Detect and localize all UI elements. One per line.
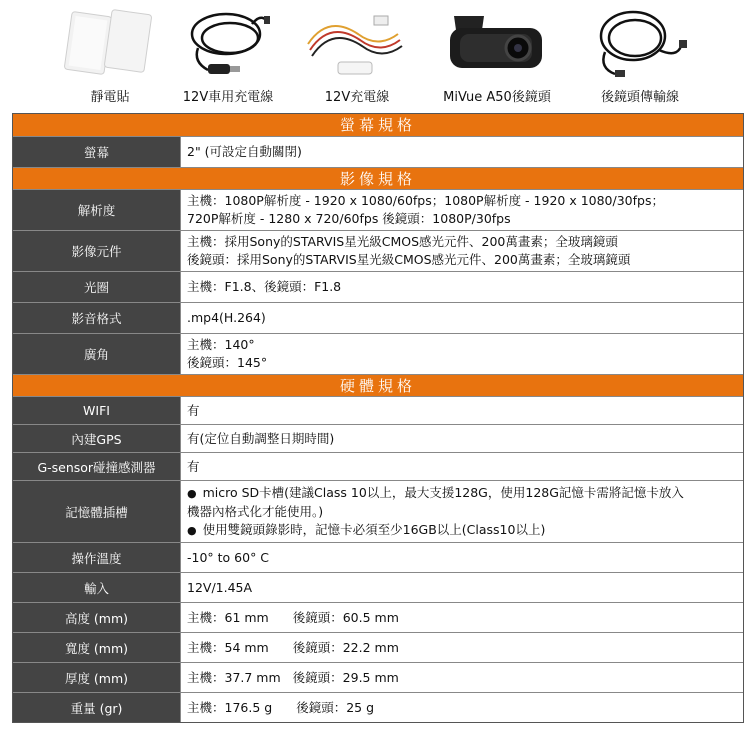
spec-row-input bbox=[13, 572, 743, 602]
accessory-charger-cable bbox=[298, 0, 416, 112]
rear-unit-value: 後鏡頭：60.5 mm bbox=[292, 609, 399, 625]
section-header-screen: 螢幕規格 bbox=[13, 114, 743, 136]
main-unit-value: 主機：176.5 g bbox=[187, 699, 273, 715]
spec-key: 影音格式 bbox=[13, 303, 181, 333]
bullet-item: ● 使用雙鏡頭錄影時，記憶卡必須至少16GB以上(Class10以上) bbox=[187, 521, 737, 540]
spec-value-line: 後鏡頭：採用Sony的STARVIS星光級CMOS感光元件、200萬畫素；全玻璃鏡頭 bbox=[187, 252, 631, 267]
rear-unit-value: 後鏡頭：22.2 mm bbox=[292, 639, 399, 655]
spec-value bbox=[181, 334, 743, 374]
spec-row-angle bbox=[13, 333, 743, 374]
spec-value: 12V/1.45A bbox=[187, 579, 253, 595]
spec-value-line: 主機：140° bbox=[187, 337, 255, 352]
spec-table bbox=[12, 113, 744, 723]
main-unit-value: 主機：37.7 mm bbox=[187, 669, 281, 685]
rear-unit-value: 後鏡頭：25 g bbox=[296, 699, 375, 715]
rear-cable-image bbox=[585, 4, 695, 82]
spec-row-thickness bbox=[13, 662, 743, 692]
spec-key: 光圈 bbox=[13, 272, 181, 302]
spec-row-resolution bbox=[13, 189, 743, 230]
spec-value-line: 後鏡頭：145° bbox=[187, 355, 268, 370]
spec-row-screen bbox=[13, 136, 743, 167]
spec-row-gps bbox=[13, 424, 743, 452]
car-charger-image bbox=[168, 4, 288, 82]
spec-value-line: 主機：採用Sony的STARVIS星光級CMOS感光元件、200萬畫素；全玻璃鏡頭 bbox=[187, 234, 618, 249]
spec-row-gsensor bbox=[13, 452, 743, 480]
spec-value-line: 720P解析度 - 1280 x 720/60fps 後鏡頭：1080P/30fps bbox=[187, 211, 511, 226]
spec-value bbox=[181, 231, 743, 271]
spec-key: 內建GPS bbox=[13, 425, 181, 452]
spec-key: 廣角 bbox=[13, 334, 181, 374]
spec-value bbox=[181, 190, 743, 230]
spec-key: 操作溫度 bbox=[13, 543, 181, 572]
spec-row-wifi bbox=[13, 396, 743, 424]
spec-value: 有(定位自動調整日期時間) bbox=[187, 430, 335, 446]
charger-cable-image bbox=[298, 4, 416, 82]
spec-key: 寬度 (mm) bbox=[13, 633, 181, 662]
spec-row-sensor bbox=[13, 230, 743, 271]
spec-key: 高度 (mm) bbox=[13, 603, 181, 632]
spec-row-width bbox=[13, 632, 743, 662]
static-sticker-image bbox=[50, 4, 170, 82]
accessory-rear-cam bbox=[426, 0, 568, 112]
spec-key: 輸入 bbox=[13, 573, 181, 602]
spec-row-aperture bbox=[13, 271, 743, 302]
spec-row-memory-slot bbox=[13, 480, 743, 542]
spec-key: WIFI bbox=[13, 397, 181, 424]
spec-key: 螢幕 bbox=[13, 137, 181, 167]
spec-key: 影像元件 bbox=[13, 231, 181, 271]
accessory-label: 後鏡頭傳輸線 bbox=[600, 90, 679, 105]
main-unit-value: 主機：54 mm bbox=[187, 639, 269, 655]
spec-value bbox=[181, 603, 743, 632]
spec-value: -10° to 60° C bbox=[187, 549, 270, 565]
accessory-label: 12V車用充電線 bbox=[182, 90, 274, 105]
spec-row-height bbox=[13, 602, 743, 632]
section-header-hardware: 硬體規格 bbox=[13, 374, 743, 396]
spec-key: 記憶體插槽 bbox=[13, 481, 181, 542]
spec-key: 解析度 bbox=[13, 190, 181, 230]
bullet-item: ● micro SD卡槽(建議Class 10以上，最大支援128G，使用128G記憶卡需將記憶卡放入 bbox=[187, 484, 737, 503]
accessory-car-charger bbox=[168, 0, 288, 112]
spec-value-line: 機器內格式化才能使用。) bbox=[187, 503, 324, 519]
rear-unit-value: 後鏡頭：29.5 mm bbox=[292, 669, 399, 685]
spec-row-temperature bbox=[13, 542, 743, 572]
spec-key: 厚度 (mm) bbox=[13, 663, 181, 692]
accessory-static-sticker bbox=[50, 0, 170, 112]
spec-value bbox=[181, 663, 743, 692]
spec-key: G-sensor碰撞感測器 bbox=[13, 453, 181, 480]
spec-value: 有 bbox=[187, 458, 200, 474]
spec-key: 重量 (gr) bbox=[13, 693, 181, 722]
spec-value bbox=[181, 633, 743, 662]
accessories-strip bbox=[0, 0, 750, 112]
spec-value: .mp4(H.264) bbox=[187, 310, 266, 325]
spec-value-line: 主機：1080P解析度 - 1920 x 1080/60fps；1080P解析度 - 1920 x 1080/30fps； bbox=[187, 193, 664, 208]
spec-value: 有 bbox=[187, 402, 200, 418]
spec-value bbox=[181, 481, 743, 542]
accessory-label: 靜電貼 bbox=[90, 90, 130, 105]
accessory-label: MiVue A50後鏡頭 bbox=[443, 90, 551, 105]
spec-row-weight bbox=[13, 692, 743, 722]
accessory-rear-cable bbox=[585, 0, 695, 112]
main-unit-value: 主機：61 mm bbox=[187, 609, 269, 625]
spec-value bbox=[181, 693, 743, 722]
spec-row-format bbox=[13, 302, 743, 333]
section-header-video: 影像規格 bbox=[13, 167, 743, 189]
rear-cam-image bbox=[426, 4, 568, 82]
spec-value: 主機：F1.8、後鏡頭：F1.8 bbox=[187, 279, 342, 294]
accessory-label: 12V充電線 bbox=[324, 90, 390, 105]
spec-value: 2" (可設定自動關閉) bbox=[187, 144, 302, 159]
